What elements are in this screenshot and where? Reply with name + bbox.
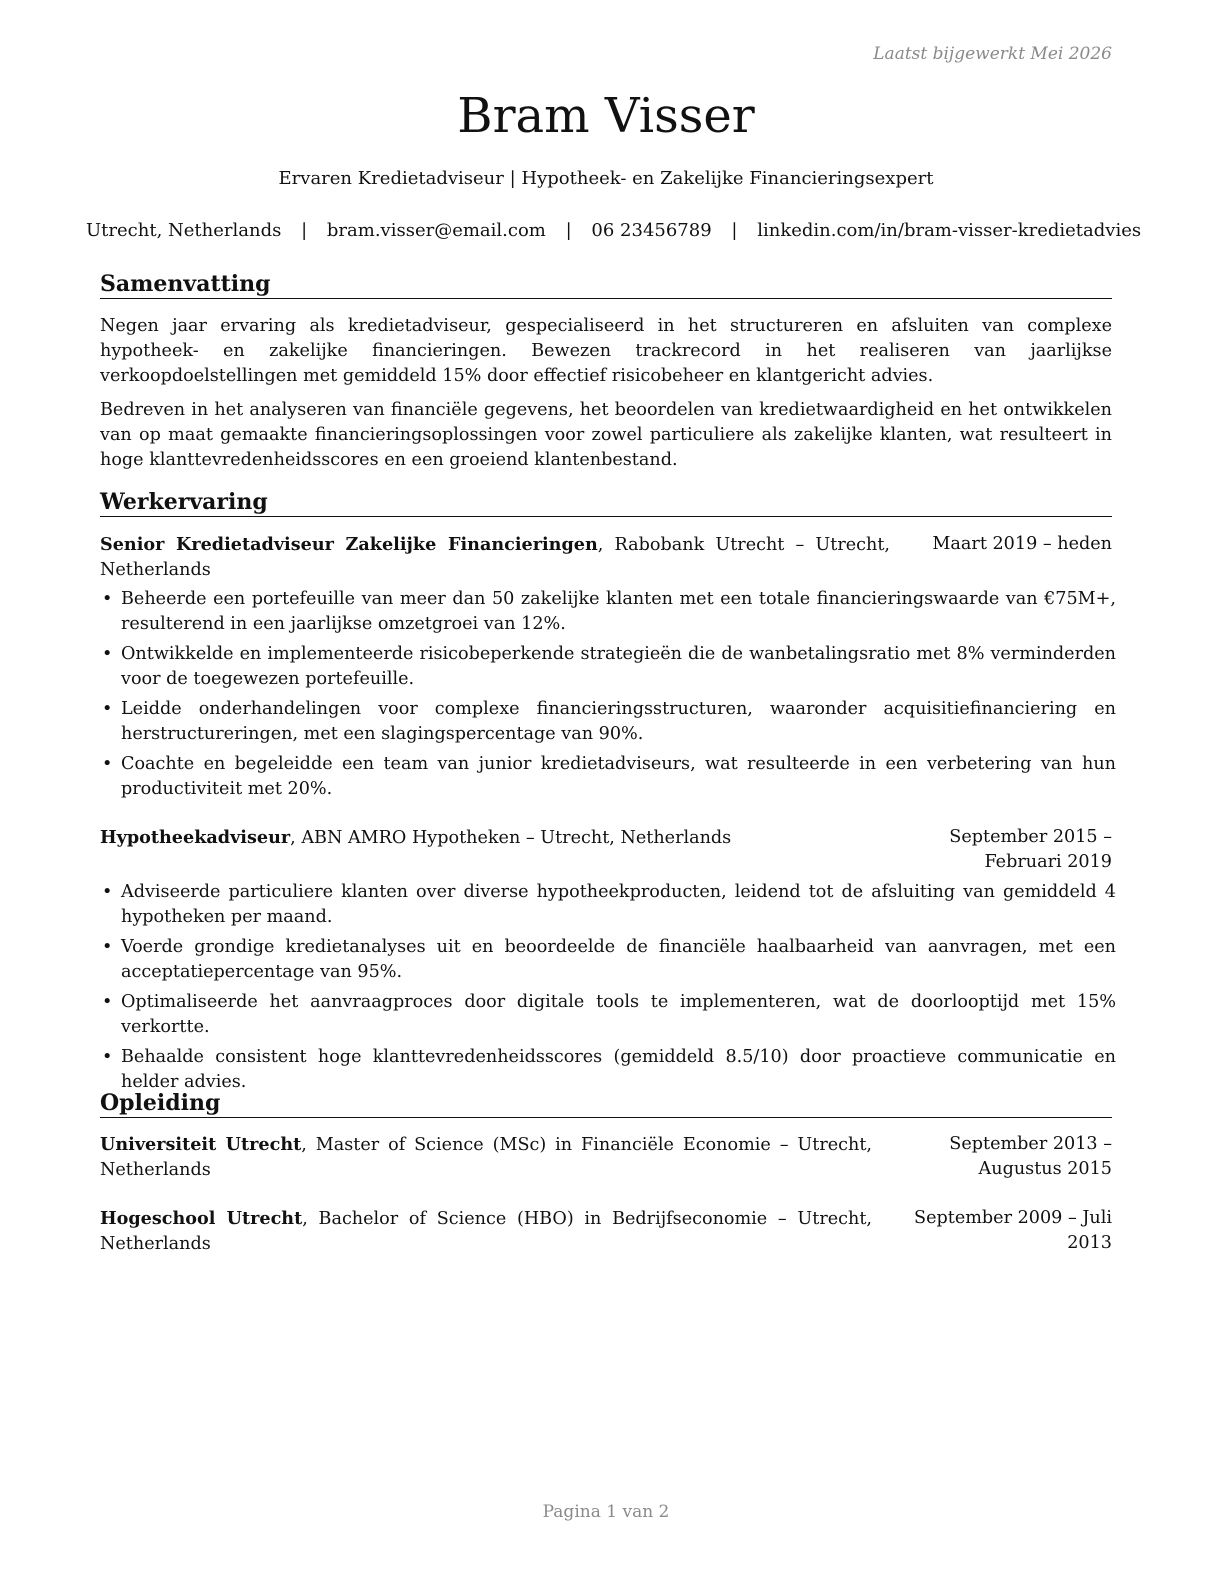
page-number: Pagina 1 van 2	[542, 1502, 670, 1522]
bullet-icon: •	[102, 644, 113, 664]
last-updated-label: Laatst bijgewerkt Mei 2026	[873, 44, 1112, 64]
education-entry	[100, 1132, 1112, 1183]
education-dates: September 2009 – Juli 2013	[914, 1208, 1112, 1253]
education-school: Hogeschool Utrecht	[100, 1208, 303, 1229]
job-heading	[100, 825, 820, 851]
education-degree: , Master of Science (MSc) in Financiële Economie – Utrecht, Netherlands	[100, 1135, 872, 1180]
education-entry	[100, 1206, 1112, 1257]
contact-phone: 06 23456789	[591, 220, 712, 241]
candidate-tagline: Ervaren Kredietadviseur | Hypotheek- en Zakelijke Financieringsexpert	[278, 168, 934, 189]
bullet-icon: •	[102, 754, 113, 774]
job-organization: , ABN AMRO Hypotheken – Utrecht, Netherlands	[290, 828, 732, 848]
contact-location: Utrecht, Netherlands	[86, 220, 282, 241]
list-item: • Ontwikkelde en implementeerde risicobeperkende strategieën die de wanbetalingsratio met 8% verminderden voor de toegewezen portefeuille.	[102, 644, 1116, 689]
education-dates: September 2013 – Augustus 2015	[949, 1134, 1112, 1179]
contact-line	[86, 218, 1142, 244]
section-title-education: Opleiding	[100, 1089, 1112, 1118]
list-item: • Optimaliseerde het aanvraagproces door digitale tools te implementeren, wat de doorlooptijd met 15% verkortte.	[102, 992, 1116, 1037]
resume-page	[86, 0, 1142, 1584]
job-heading	[100, 532, 890, 583]
list-item: • Adviseerde particuliere klanten over diverse hypotheekproducten, leidend tot de afsluiting van gemiddeld 4 hypotheken per maand.	[102, 882, 1116, 927]
education-school: Universiteit Utrecht	[100, 1134, 302, 1155]
contact-email[interactable]: bram.visser@email.com	[326, 220, 546, 241]
section-title-experience: Werkervaring	[100, 488, 1112, 517]
education-degree: , Bachelor of Science (HBO) in Bedrijfseconomie – Utrecht, Netherlands	[100, 1209, 872, 1254]
bullet-icon: •	[102, 937, 113, 957]
bullet-icon: •	[102, 882, 113, 902]
bullet-icon: •	[102, 992, 113, 1012]
list-item: • Coachte en begeleidde een team van junior kredietadviseurs, wat resulteerde in een verbetering van hun productiviteit met 20%.	[102, 754, 1116, 799]
contact-separator: |	[301, 220, 308, 241]
job-organization: , Rabobank Utrecht – Utrecht, Netherlands	[100, 535, 891, 580]
section-title-summary: Samenvatting	[100, 270, 1112, 299]
bullet-icon: •	[102, 589, 113, 609]
bullet-icon: •	[102, 699, 113, 719]
job-dates: Maart 2019 – heden	[932, 534, 1112, 554]
list-item: • Leidde onderhandelingen voor complexe financieringsstructuren, waaronder acquisitiefinanciering en herstructureringen, met een slagingspercentage van 90%.	[102, 699, 1116, 744]
contact-separator: |	[731, 220, 738, 241]
candidate-name: Bram Visser	[457, 88, 755, 144]
contact-separator: |	[565, 220, 572, 241]
summary-block	[100, 314, 1112, 482]
contact-linkedin[interactable]: linkedin.com/in/bram-visser-kredietadvies	[757, 220, 1142, 241]
summary-paragraph: Negen jaar ervaring als kredietadviseur, gespecialiseerd in het structureren en afsluiten van complexe hypotheek- en zakelijke financieringen. Bewezen trackrecord in het realiseren van jaarlijkse verkoopdoelstellingen met gemiddeld 15% door effectief risicobeheer en klantgericht advies.	[100, 316, 1112, 386]
education-heading	[100, 1132, 872, 1183]
job-header	[100, 532, 1112, 583]
job-bullets	[100, 587, 1116, 807]
job-dates: September 2015 – Februari 2019	[949, 827, 1112, 872]
bullet-icon: •	[102, 1047, 113, 1067]
job-title: Senior Kredietadviseur Zakelijke Financieringen	[100, 534, 598, 555]
list-item: • Voerde grondige kredietanalyses uit en beoordeelde de financiële haalbaarheid van aanvragen, met een acceptatiepercentage van 95%.	[102, 937, 1116, 982]
list-item: • Beheerde een portefeuille van meer dan 50 zakelijke klanten met een totale financieringswaarde van €75M+, resulterend in een jaarlijkse omzetgroei van 12%.	[102, 589, 1116, 634]
list-item: • Behaalde consistent hoge klanttevredenheidsscores (gemiddeld 8.5/10) door proactieve communicatie en helder advies.	[102, 1047, 1116, 1092]
job-bullets	[100, 880, 1116, 1100]
job-header	[100, 825, 1112, 872]
summary-paragraph: Bedreven in het analyseren van financiële gegevens, het beoordelen van kredietwaardigheid en het ontwikkelen van op maat gemaakte financieringsoplossingen voor zowel particuliere als zakelijke klanten, wat resulteert in hoge klanttevredenheidsscores en een groeiend klantenbestand.	[100, 400, 1112, 470]
education-heading	[100, 1206, 872, 1257]
job-title: Hypotheekadviseur	[100, 827, 291, 848]
